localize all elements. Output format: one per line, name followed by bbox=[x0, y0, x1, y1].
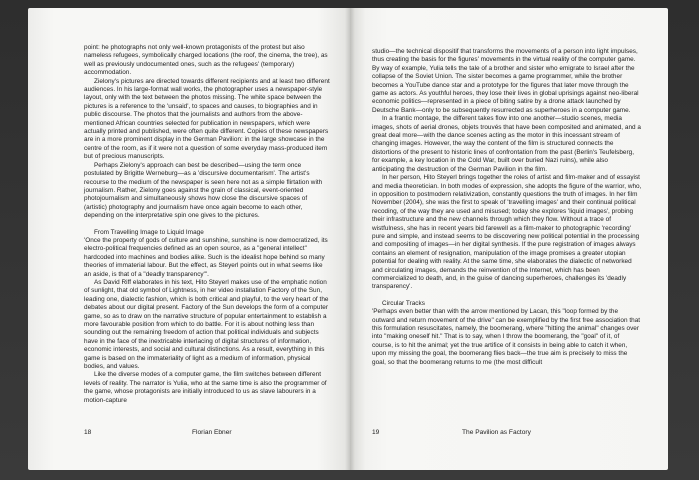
running-head: Florian Ebner bbox=[192, 429, 232, 436]
section-heading: From Travelling Image to Liquid Image bbox=[94, 228, 204, 236]
paragraph: In her person, Hito Steyerl brings together the roles of artist and film-maker and of essayist and media theoretician. In both modes of expression, she adopts the figure of the warrior, who, in opposition to postmodern relativization, constantly questions the truth of images. In her film November (2004), she was the first to speak of 'travelling images' and their continual political recoding, of the way they are used and misused; today she explores 'liquid images', probing their infrastructure and the new channels through which they flow. Without a trace of wistfulness, she has in recent years bid farewell as a film-maker to photographic 'recording' pure and simple, and instead seems to be discovering new political potential in the processing and compositing of images—in her digital synthesis. If the pure registration of images always contains an element of resignation, manipulation of the image promises a greater utopian potential for dealing with reality. At the same time, she elaborates the dialectic of networked and circulating images, demands the reinvention of the Internet, which has been commercialized to death, and, in the guise of dancing superheroes, challenges its 'deadly transparency'. bbox=[372, 174, 642, 291]
paragraph: 'Perhaps even better than with the arrow mentioned by Lacan, this "loop formed by the outward and return movement of the drive" can be exemplified by the first free association that this formulation resuscitates, namely, the boomerang, where "hitting the animal" changes over into "making oneself hit." That is to say, when I throw the boomerang, the "goal" of it, of course, is to hit the animal; yet the true artifice of it consists in being able to catch it when, upon my missing the goal, the boomerang flies back—the true aim is precisely to miss the goal, so that the boomerang returns to me (the most difficult bbox=[372, 308, 641, 366]
section-spacer bbox=[372, 292, 642, 300]
paragraph: point: he photographs not only well-known protagonists of the protest but also nameless refugees, symbolically charged locations (the roof, the cinema, the tree), as well as previously undocumented ones, such as the refugees' (temporary) accommodation. bbox=[84, 44, 328, 77]
section-spacer bbox=[84, 221, 330, 229]
right-page-body bbox=[372, 48, 642, 367]
paragraph: In a frantic montage, the different takes flow into one another—studio scenes, media images, shots of aerial drones, objets trouvés that have been composited and animated, and a great deal more—with the dance scenes acting as the motor in this incessant stream of changing images. However, the way the content of the film is structured connects the distortions of the present to historic lines of confrontation from the past (Berlin's Teufelsberg, for example, a key location in the Cold War, built over buried Nazi ruins), while also anticipating the destruction of the German Pavilion in the film. bbox=[372, 115, 641, 173]
section-heading: Circular Tracks bbox=[382, 299, 425, 307]
paragraph: Perhaps Zielony's approach can best be described—using the term once postulated by Brigitte Werneburg—as a 'discursive documentarism'. The artist's recourse to the medium of the newspaper is seen here not as a simple flirtation with journalism. Rather, Zielony goes against the grain of classical, event-oriented photojournalism and simultaneously shows how close the discursive spaces of (artistic) photography and journalism have once again become to each other, depending on the interpretative spin one gives to the pictures. bbox=[84, 161, 323, 220]
right-page bbox=[350, 8, 668, 470]
running-head: The Pavilion as Factory bbox=[462, 429, 531, 436]
left-page-body bbox=[84, 44, 330, 405]
paragraph: 'Once the property of gods of culture and sunshine, sunshine is now democratized, its electro-political frequencies defined as an open source, as a "general intellect" hardcoded into machines and bodies alike. Such is the idealist hope behind so many theories of immaterial labour. But the effect, as Steyerl points out in what seems like an aside, is that of a "deadly transparency"'. bbox=[84, 236, 328, 278]
book-gutter bbox=[345, 8, 355, 470]
page-number: 18 bbox=[84, 429, 92, 436]
left-page bbox=[28, 8, 350, 470]
paragraph: As David Riff elaborates in his text, Hito Steyerl makes use of the emphatic notion of sunlight, that old symbol of Lightness, in her video installation Factory of the Sun, leading one, dialectic fashion, which is both critical and playful, to the very heart of the debates about our digital present. Factory of the Sun develops the form of a computer game, so as to draw on the narrative structure of popular entertainment to establish a more favourable position from which to do battle. For it is about nothing less than sounding out the remaining freedom of action that political individuals and subjects have in the face of the inextricable interlacing of digital structures of information, economic interests, and social and cultural distinctions. As a result, everything in this game is based on the immateriality of light as a medium of information, physical bodies, and values. bbox=[84, 278, 329, 371]
paragraph: Like the diverse modes of a computer game, the film switches between different levels of reality. The narrator is Yulia, who at the same time is also the programmer of the game, whose protagonists are initially introduced to us as slave labourers in a motion-capture bbox=[84, 371, 327, 404]
paragraph: Zielony's pictures are directed towards different recipients and at least two different audiences. In his large-format wall works, the photographer uses a newspaper-style layout, only with the text between the photos missing. The white space between the pictures is a reference to the 'unsaid', to spaces and causes, to biographies and in public discourse. The photos that the journalists and authors from the above-mentioned African countries selected for publication in newspapers, which were actually printed and published, were often quite different. Copies of these newspapers are in a more prominent display in the German Pavilion: in the large showcase in the centre of the room, as if it were not a question of some everyday mass-produced item but of precious manuscripts. bbox=[84, 77, 330, 161]
paragraph: studio—the technical dispositif that transforms the movements of a person into light impulses, thus creating the basis for the figures' movements in the virtual reality of the computer game. By way of example, Yulia tells the tale of a brother and sister who emigrate to Israel after the collapse of the Soviet Union. The sister becomes a game programmer, while the brother becomes a YouTube dance star and a prototype for the figures that later move through the game as actors. As youthful heroes, they lose their lives in global uprisings against neo-liberal economic politics—represented in a piece of biting satire by a drone attack launched by Deutsche Bank—only to be subsequently resurrected as superheroes in a computer game. bbox=[372, 48, 639, 114]
page-number: 19 bbox=[372, 429, 380, 436]
